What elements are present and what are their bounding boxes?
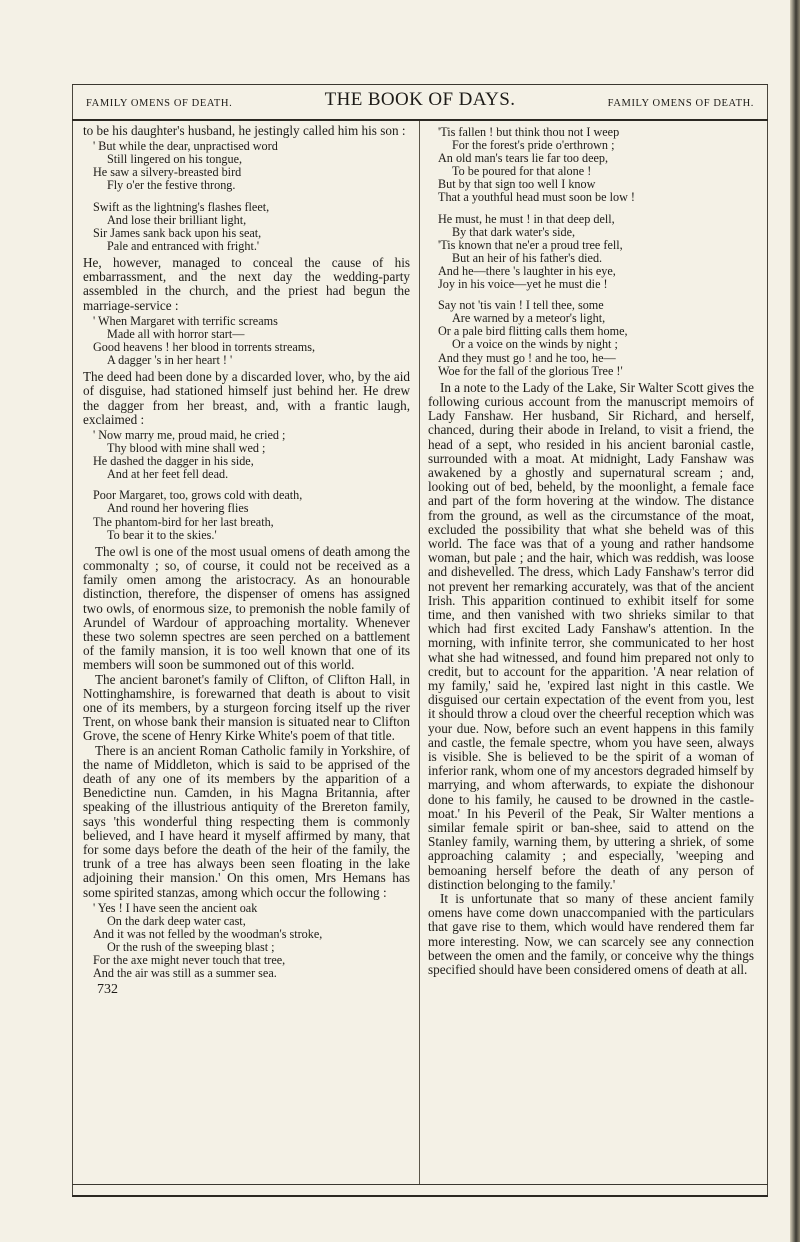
verse-line: Woe for the fall of the glorious Tree !' [438, 363, 623, 378]
footer-rule-bottom [72, 1195, 768, 1197]
verse-line: Still lingered on his tongue, [107, 152, 243, 167]
verse-line: The phantom-bird for her last breath, [93, 514, 274, 529]
verse-line: But by that sign too well I know [438, 177, 596, 192]
verse-line: Poor Margaret, too, grows cold with death, [93, 488, 303, 503]
verse-line: A dagger 's in her heart ! ' [107, 353, 233, 368]
paragraph: He, however, managed to conceal the cause of his embarrassment, and the next day the wedding-party assembled in the church, and the priest had begun the marriage-service : [83, 254, 410, 313]
verse-block [83, 315, 410, 367]
footer-rule-top [72, 1184, 768, 1185]
header-rule-bottom [72, 119, 768, 121]
running-header [72, 88, 768, 118]
verse-line: 'Tis fallen ! but think thou not I weep [438, 125, 620, 139]
verse-line: He dashed the dagger in his side, [93, 454, 254, 469]
verse-block [83, 429, 410, 542]
verse-line: And at her feet fell dead. [107, 467, 229, 482]
verse-block [83, 902, 410, 981]
page-number: 732 [97, 982, 118, 998]
verse-line: To be poured for that alone ! [452, 164, 592, 179]
verse-line: Or a voice on the winds by night ; [452, 337, 618, 352]
verse-line: And he—there 's laughter in his eye, [438, 263, 616, 278]
verse-line: Are warned by a meteor's light, [452, 311, 606, 326]
verse-line: He must, he must ! in that deep dell, [438, 211, 615, 226]
verse-line: ' When Margaret with terrific screams [93, 313, 278, 328]
verse-block [428, 126, 754, 378]
verse-line: For the forest's pride o'erthrown ; [452, 138, 615, 153]
verse-line: ' But while the dear, unpractised word [93, 139, 278, 154]
verse-line: Good heavens ! her blood in torrents streams, [93, 339, 316, 354]
right-column [428, 124, 754, 977]
verse-block [83, 140, 410, 253]
running-head-left: FAMILY OMENS OF DEATH. [86, 98, 233, 109]
verse-line: Swift as the lightning's flashes fleet, [93, 199, 270, 214]
verse-line: By that dark water's side, [452, 224, 576, 239]
page-edge-shadow [790, 0, 800, 1242]
verse-line: But an heir of his father's died. [452, 250, 603, 265]
verse-line: To bear it to the skies.' [107, 527, 217, 542]
verse-line: That a youthful head must soon be low ! [438, 190, 635, 205]
verse-line: Say not 'tis vain ! I tell thee, some [438, 298, 604, 313]
verse-line: He saw a silvery-breasted bird [93, 165, 242, 180]
verse-line: ' Now marry me, proud maid, he cried ; [93, 427, 286, 442]
paragraph: It is unfortunate that so many of these ancient family omens have come down unaccompanied with the particulars that gave rise to them, which would have rendered them far more interesting. Now, we can scarcely see any connection between the omen and the family, or conceive why the things specified should have been considered omens of death at all. [428, 891, 754, 978]
verse-line: And it was not felled by the woodman's stroke, [93, 926, 323, 941]
verse-line: 'Tis known that ne'er a proud tree fell, [438, 237, 623, 252]
verse-line: And lose their brilliant light, [107, 212, 247, 227]
running-head-right: FAMILY OMENS OF DEATH. [607, 98, 754, 109]
running-head-title: THE BOOK OF DAYS. [324, 89, 516, 110]
paragraph: The deed had been done by a discarded lover, who, by the aid of disguise, had stationed himself just behind her. He drew the dagger from her breast, and, with a frantic laugh, exclaimed : [83, 369, 410, 427]
verse-line: Or the rush of the sweeping blast ; [107, 940, 275, 955]
verse-line: For the axe might never touch that tree, [93, 953, 286, 968]
verse-line: And they must go ! and he too, he— [438, 350, 616, 365]
left-column [83, 124, 410, 998]
verse-line: Thy blood with mine shall wed ; [107, 441, 266, 456]
verse-line: On the dark deep water cast, [107, 913, 246, 928]
verse-line: Pale and entranced with fright.' [107, 238, 260, 253]
paragraph: There is an ancient Roman Catholic family in Yorkshire, of the name of Middleton, which is said to be apprised of the death of any one of its members by the apparition of a Benedictine nun. Camden, in his Magna Britannia, after speaking of the illustrious antiquity of the Brereton family, says 'this wonderful thing respecting them is commonly believed, and I have heard it myself affirmed by many, that for some days before the death of the heir of the family, the trunk of a tree has always been seen floating in the lake adjoining their mansion.' On this omen, Mrs Hemans has some spirited stanzas, among which occur the following : [83, 742, 410, 900]
verse-line: Made all with horror start— [107, 326, 245, 341]
verse-line: ' Yes ! I have seen the ancient oak [93, 900, 258, 915]
paragraph: to be his daughter's husband, he jestingly called him his son : [83, 123, 406, 138]
verse-line: Joy in his voice—yet he must die ! [438, 277, 608, 292]
verse-line: And the air was still as a summer sea. [93, 966, 277, 981]
header-rule-top [72, 84, 768, 85]
paragraph: The owl is one of the most usual omens of death among the commonalty ; so, of course, it could not be received as a family omen among the aristocracy. As an honourable distinction, therefore, the dispenser of omens has assigned two owls, of enormous size, to premonish the noble family of Arundel of Wardour of approaching mortality. Whenever these two solemn spectres are seen perched on a battlement of the family mansion, it is too well known that one of its members will soon be summoned out of this world. [83, 543, 410, 673]
verse-line: Fly o'er the festive throng. [107, 178, 236, 193]
verse-line: An old man's tears lie far too deep, [438, 151, 609, 166]
verse-line: Sir James sank back upon his seat, [93, 225, 262, 240]
paragraph: The ancient baronet's family of Clifton, of Clifton Hall, in Nottinghamshire, is forewarned that death is about to visit one of its members, by a sturgeon forcing itself up the river Trent, on whose bank their mansion is situated near to Clifton Grove, the scene of Henry Kirke White's poem of that title. [83, 671, 410, 744]
verse-line: Or a pale bird flitting calls them home, [438, 324, 628, 339]
verse-line: And round her hovering flies [107, 501, 249, 516]
paragraph: In a note to the Lady of the Lake, Sir Walter Scott gives the following curious account from the manuscript memoirs of Lady Fanshaw. Her husband, Sir Richard, and herself, chanced, during their abode in Ireland, to visit a friend, the head of a sept, who resided in his ancient baronial castle, surrounded with a moat. At midnight, Lady Fanshaw was awakened by a ghostly and supernatural scream ; and, looking out of bed, beheld, by the moonlight, a female face and part of the form hovering at the window. The distance from the ground, as well as the circumstance of the moat, excluded the possibility that what she beheld was of this world. The face was that of a young and rather handsome woman, but pale ; and the hair, which was reddish, was loose and dishevelled. The dress, which Lady Fanshaw's terror did not prevent her remarking accurately, was that of the ancient Irish. This apparition continued to exhibit itself for some time, and then vanished with two shrieks similar to that which had first excited Lady Fanshaw's attention. In the morning, with infinite terror, she communicated to her host what she had witnessed, and found him prepared not only to credit, but to account for the apparition. 'A near relation of my family,' said he, 'expired last night in this castle. We disguised our certain expectation of the event from you, lest it should throw a cloud over the cheerful reception which was your due. Now, before such an event happens in this family and castle, the female spectre, whom you have seen, always is visible. She is believed to be the spirit of a woman of inferior rank, whom one of my ancestors degraded himself by marrying, and whom afterwards, to expiate the dishonour done to his family, he caused to be drowned in the castle-moat.' In his Peveril of the Peak, Sir Walter mentions a similar female spirit or ban-shee, said to attend on the Stanley family, warning them, by uttering a shriek, of some approaching calamity ; and especially, 'weeping and bemoaning herself before the death of any person of distinction belonging to the family.' [428, 379, 754, 892]
column-divider [419, 121, 420, 1184]
